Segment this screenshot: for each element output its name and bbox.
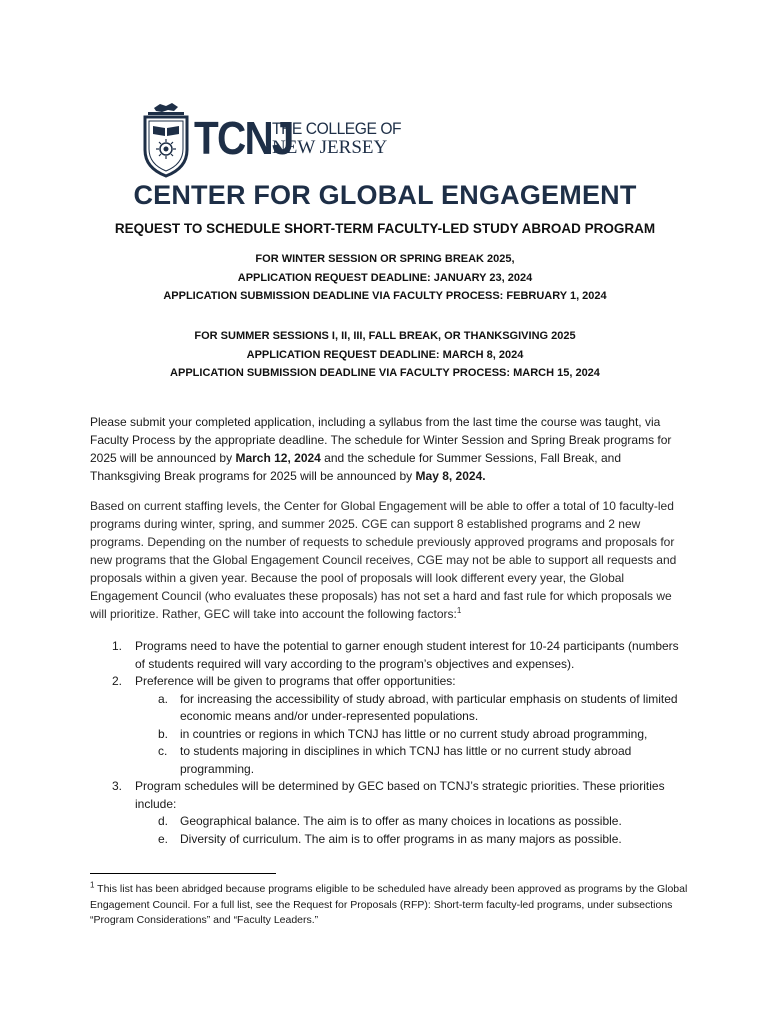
deadline-line: APPLICATION SUBMISSION DEADLINE VIA FACULTY PROCESS: MARCH 15, 2024: [170, 367, 600, 379]
para-text: Based on current staffing levels, the Center for Global Engagement will be able to offer a total of 10 faculty-led programs during winter, spring, and summer 2025. CGE can support 8 established programs and 2 new programs. Depending on the number of requests to schedule previously approved programs and proposals for new programs that the Global Engagement Council receives, CGE may not be able to support all requests and proposals within a given year. Because the pool of proposals will look different every year, the Global Engagement Council (who evaluates these proposals) has not set a hard and fast rule for which proposals we will prioritize. Rather, GEC will take into account the following factors:: [90, 499, 677, 621]
sub-list-letter: e.: [158, 831, 169, 846]
footnote: [90, 882, 690, 929]
list-item: [90, 778, 690, 813]
sub-list-item: [90, 743, 690, 778]
sub-list-letter: b.: [158, 726, 169, 741]
footnote-divider: [90, 873, 276, 874]
sub-list-item: [90, 813, 690, 831]
summer-deadlines: [0, 327, 770, 383]
sub-list-text: for increasing the accessibility of study abroad, with particular emphasis on students of limited economic means and/or under-represented populations.: [180, 691, 678, 723]
list-item-text: Preference will be given to programs that offer opportunities:: [135, 674, 456, 688]
footnote-mark: 1: [90, 880, 95, 890]
sub-list-letter: c.: [158, 744, 168, 758]
footnote-text: This list has been abridged because programs eligible to be scheduled have already been approved as programs by the Global Engagement Council. For a full list, see the Request for Proposals (RFP): Short-term faculty-led programs, under subsections “Program Considerations” and “Faculty Leaders.”: [90, 883, 688, 926]
sub-list-item: [90, 831, 690, 849]
sub-list-text: to students majoring in disciplines in which TCNJ has little or no current study abroad programming.: [180, 744, 632, 776]
deadline-line: APPLICATION SUBMISSION DEADLINE VIA FACULTY PROCESS: FEBRUARY 1, 2024: [163, 290, 607, 302]
factors-list: [90, 638, 690, 848]
page-title: CENTER FOR GLOBAL ENGAGEMENT: [133, 180, 637, 210]
deadline-line: FOR SUMMER SESSIONS I, II, III, FALL BREAK, OR THANKSGIVING 2025: [194, 330, 576, 342]
sub-list-text: Diversity of curriculum. The aim is to offer programs in as many majors as possible.: [180, 831, 622, 846]
tcnj-logo: [140, 102, 402, 182]
list-item-text: Programs need to have the potential to garner enough student interest for 10-24 participants (numbers of students required will vary according to the program’s objectives and expenses).: [135, 639, 679, 671]
sub-list-item: [90, 691, 690, 726]
list-number: 3.: [112, 779, 123, 793]
college-name: [272, 119, 402, 158]
sub-list-item: [90, 726, 690, 744]
deadline-line: FOR WINTER SESSION OR SPRING BREAK 2025,: [255, 253, 515, 265]
sub-list-text: Geographical balance. The aim is to offer as many choices in locations as possible.: [180, 814, 622, 828]
sub-list-text: in countries or regions in which TCNJ has little or no current study abroad programming,: [180, 726, 648, 741]
page-subtitle: REQUEST TO SCHEDULE SHORT-TERM FACULTY-LED STUDY ABROAD PROGRAM: [114, 221, 656, 236]
para-text: Please submit your completed application, including a syllabus from the last time the course was taught, via Faculty Process by the appropriate deadline. The schedule for Winter Session and Spring Break programs for 2025 will be announced by: [90, 415, 672, 465]
list-number: 1.: [112, 639, 123, 653]
para-bold-date: March 12, 2024: [235, 451, 321, 465]
sub-list-letter: a.: [158, 691, 169, 706]
college-name-line2: NEW JERSEY: [272, 137, 388, 158]
list-item: [90, 673, 690, 691]
para-text: and the schedule for Summer Sessions, Fall Break, and Thanksgiving Break programs for 2025 will be announced by: [90, 451, 621, 483]
list-number: 2.: [112, 674, 123, 688]
tcnj-wordmark: TCNJ: [194, 112, 293, 164]
winter-deadlines: [0, 250, 770, 306]
sub-list-letter: d.: [158, 814, 169, 828]
deadline-line: APPLICATION REQUEST DEADLINE: MARCH 8, 2024: [246, 348, 524, 361]
college-seal-icon: [140, 102, 192, 178]
instructions-paragraph: [90, 413, 690, 485]
college-name-line1: THE COLLEGE OF: [272, 119, 402, 138]
list-item: [90, 638, 690, 673]
footnote-reference: 1: [456, 606, 462, 615]
deadline-line: APPLICATION REQUEST DEADLINE: JANUARY 23, 2024: [237, 271, 533, 284]
list-item-text: Program schedules will be determined by GEC based on TCNJ’s strategic priorities. These priorities include:: [135, 779, 665, 811]
staffing-paragraph: [90, 497, 690, 623]
para-bold-date: May 8, 2024.: [415, 469, 486, 483]
